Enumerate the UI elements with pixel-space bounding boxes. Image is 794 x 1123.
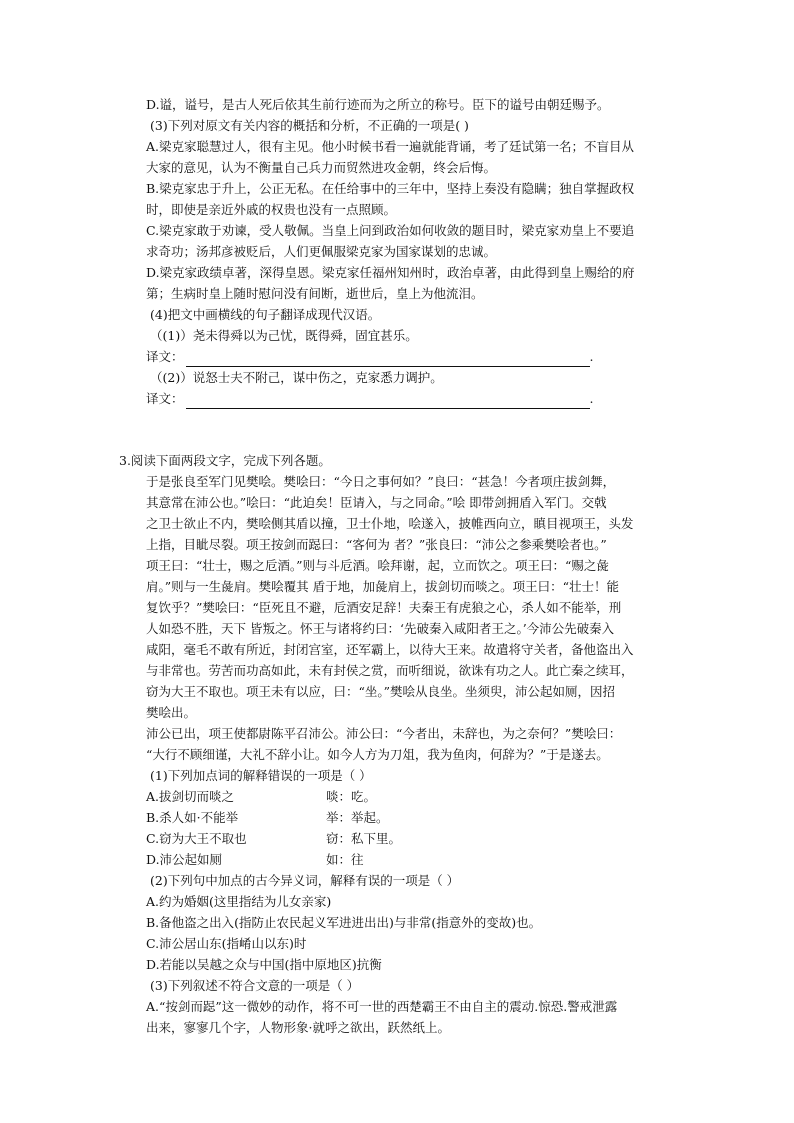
translation-label: 译文： <box>146 349 184 364</box>
sub-question-3: (3)下列叙述不符合文意的一项是（ ） <box>150 978 360 993</box>
line-end-period: . <box>589 349 594 364</box>
option-text: 出来，寥寥几个字，人物形象·就呼之欲出，跃然纸上。 <box>146 1020 450 1035</box>
option-text: B.备他盗之出入(指防止农民起义军进进出出)与非常(指意外的变故)也。 <box>146 915 542 930</box>
passage-line: 咸阳，毫毛不敢有所近，封闭宫室，还军霸上，以待大王来。故遣将守关者，备他盗出入 <box>146 642 634 657</box>
translation-item-1: （(1)）尧未得舜以为己忧，既得舜，固宜甚乐。 <box>150 328 418 343</box>
option-left: A.拔剑切而啖之 <box>146 789 235 804</box>
line-end-period: . <box>589 391 594 406</box>
option-text: C.梁克家敢于劝谏，受人敬佩。当皇上问到政治如何收敛的题目时，梁克家劝皇上不要追 <box>146 223 635 238</box>
option-text: A.“按剑而跽”这一微妙的动作，将不可一世的西楚霸王不由自主的震动.惊恐.警戒泄露 <box>146 999 618 1014</box>
passage-line: 与非常也。劳苦而功高如此，未有封侯之赏，而听细说，欲诛有功之人。此亡秦之续耳， <box>146 663 634 678</box>
option-text: 大家的意见，认为不衡量自己兵力而贸然进攻金朝，终会后悔。 <box>146 160 497 175</box>
sub-question-2: (2)下列句中加点的古今异义词，解释有误的一项是（ ） <box>150 873 460 888</box>
option-row <box>146 786 651 807</box>
option-text: B.梁克家忠于升上，公正无私。在任给事中的三年中，坚持上奏没有隐瞒；独自掌握政权 <box>146 181 635 196</box>
option-text: D.若能以吴越之众与中国(指中原地区)抗衡 <box>146 957 382 972</box>
translation-answer-1 <box>146 346 651 367</box>
question-2-continued <box>146 94 651 409</box>
option-left: C.窃为大王不取也 <box>146 831 247 846</box>
sub-question-3: (3)下列对原文有关内容的概括和分析，不正确的一项是( ) <box>150 118 469 133</box>
passage-line: 复饮乎？”樊哙曰：“臣死且不避，卮酒安足辞！夫秦王有虎狼之心，杀人如不能举，刑 <box>146 600 622 615</box>
passage-line: 樊哙出。 <box>146 705 197 720</box>
option-text: D.谥，谥号，是古人死后依其生前行迹而为之所立的称号。臣下的谥号由朝廷赐予。 <box>146 97 610 112</box>
option-right: 举：举起。 <box>326 810 389 825</box>
passage-line: “大行不顾细谨，大礼不辞小让。如今人方为刀俎，我为鱼肉，何辞为？”于是遂去。 <box>146 747 609 762</box>
sub-question-4: (4)把文中画横线的句子翻译成现代汉语。 <box>150 307 381 322</box>
passage-line: 沛公已出，项王使都尉陈平召沛公。沛公曰：“今者出，未辞也，为之奈何？”樊哙曰： <box>146 726 622 741</box>
option-right: 窃：私下里。 <box>326 831 402 846</box>
sub-question-1: (1)下列加点词的解释错误的一项是（ ） <box>150 768 372 783</box>
option-left: D.沛公起如厕 <box>146 852 223 867</box>
passage-line: 之卫士欲止不内，樊哙侧其盾以撞，卫士仆地，哙遂入，披帷西向立，瞋目视项王，头发 <box>146 516 634 531</box>
option-text: 时，即使是亲近外戚的权贵也没有一点照顾。 <box>146 202 397 217</box>
option-right: 啖：吃。 <box>326 789 377 804</box>
answer-blank-line[interactable] <box>186 394 590 409</box>
translation-label: 译文： <box>146 391 184 406</box>
answer-blank-line[interactable] <box>186 352 590 367</box>
passage-line: 肩。”则与一生彘肩。樊哙覆其 盾于地，加彘肩上，拔剑切而啖之。项王曰：“壮士！能 <box>146 579 620 594</box>
option-text: A.约为婚姻(这里指结为儿女亲家) <box>146 894 332 909</box>
passage-line: 其意常在沛公也。”哙曰：“此迫矣！臣请入，与之同命。”哙 即带剑拥盾入军门。交戟 <box>146 495 607 510</box>
question-3-body <box>146 471 651 1038</box>
passage-line: 于是张良至军门见樊哙。樊哙曰：“今日之事何如？”良曰：“甚急！今者项庄拔剑舞， <box>146 474 616 489</box>
passage-line: 窃为大王不取也。项王未有以应，曰：“坐。”樊哙从良坐。坐须臾，沛公起如厕，因招 <box>146 684 616 699</box>
translation-item-2: （(2)）说怒士夫不附己，谋中伤之，克家悉力调护。 <box>150 370 443 385</box>
passage-line: 人如恐不胜，天下 皆叛之。怀王与诸将约曰：‘先破秦入咸阳者王之。’今沛公先破秦入 <box>146 621 615 636</box>
option-right: 如：往 <box>326 852 364 867</box>
option-text: 求奇功；汤邦彦被贬后，人们更佩服梁克家为国家谋划的忠诚。 <box>146 244 497 259</box>
option-text: D.梁克家政绩卓著，深得皇恩。梁克家任福州知州时，政治卓著，由此得到皇上赐给的府 <box>146 265 635 280</box>
option-row <box>146 849 651 870</box>
option-text: A.梁克家聪慧过人，很有主见。他小时候书看一遍就能背诵，考了廷试第一名；不盲目从 <box>146 139 635 154</box>
question-3-heading: 3.阅读下面两段文字，完成下列各题。 <box>119 453 331 468</box>
option-row <box>146 807 651 828</box>
option-left: B.杀人如·不能举 <box>146 810 239 825</box>
option-text: C.沛公居山东(指崤山以东)时 <box>146 936 307 951</box>
option-row <box>146 828 651 849</box>
option-text: 第；生病时皇上随时慰问没有间断，逝世后，皇上为他流泪。 <box>146 286 484 301</box>
passage-line: 项王曰：“壮士，赐之卮酒。”则与斗卮酒。哙拜谢，起，立而饮之。项王曰：“赐之彘 <box>146 558 609 573</box>
passage-line: 上指，目眦尽裂。项王按剑而跽曰：“客何为 者？”张良曰：“沛公之参乘樊哙者也。” <box>146 537 607 552</box>
translation-answer-2 <box>146 388 651 409</box>
